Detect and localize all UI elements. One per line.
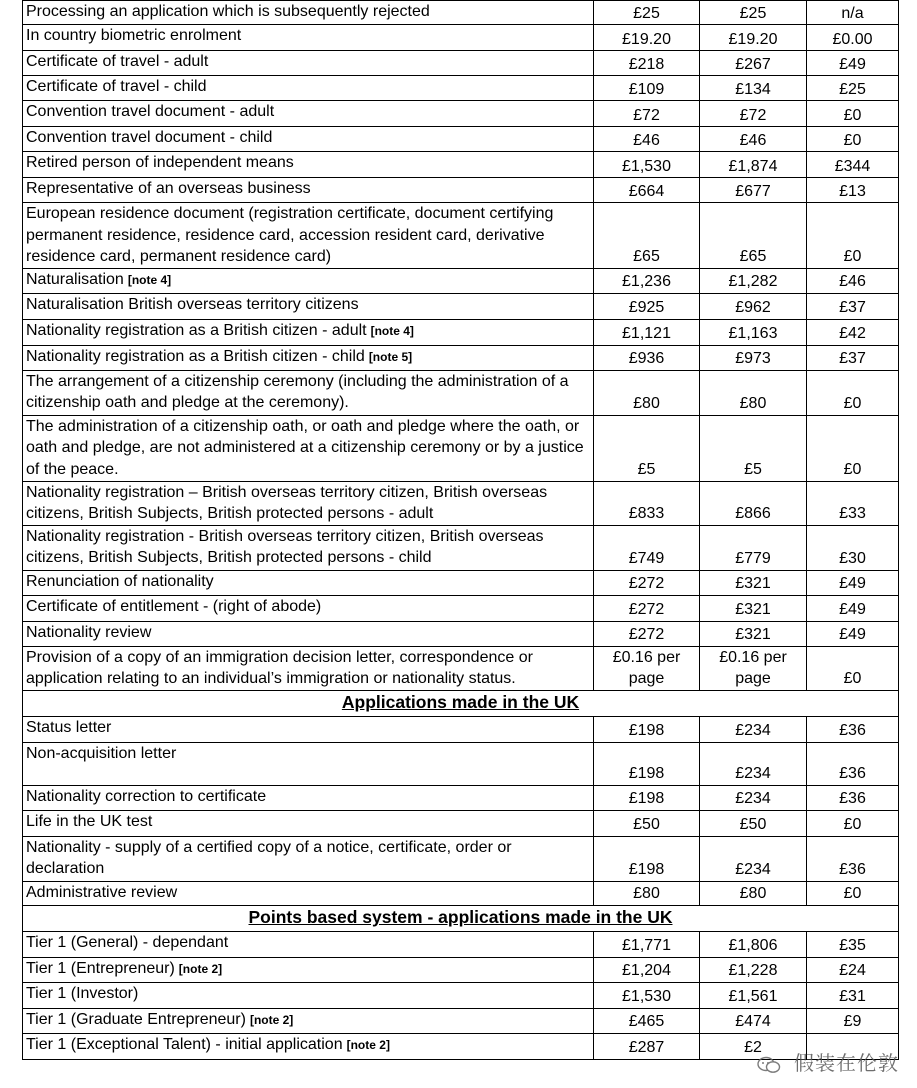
fee-note: [note 4]	[127, 272, 172, 287]
fee-c1: £72	[594, 101, 700, 127]
fee-description	[23, 957, 594, 982]
fee-description	[23, 525, 594, 570]
table-row	[23, 319, 899, 345]
fee-c1: £65	[594, 203, 700, 269]
fee-c3: £49	[807, 595, 899, 621]
table-row	[23, 268, 899, 293]
fee-description	[23, 982, 594, 1008]
table-row	[23, 570, 899, 595]
section-row	[23, 690, 899, 716]
watermark-text: 假装在伦敦	[794, 1053, 899, 1075]
fee-note: [note 5]	[368, 349, 413, 364]
fee-c3: £0	[807, 810, 899, 836]
fee-note: [note 2]	[178, 961, 223, 976]
fee-c1: £1,121	[594, 319, 700, 345]
fee-description-text: Nationality registration – British overseas territory citizen, British overseas citizens, British Subjects, British protected persons - adult	[26, 483, 548, 522]
fee-description	[23, 152, 594, 178]
fee-description-text: Nationality - supply of a certified copy of a notice, certificate, order or declaration	[26, 838, 512, 877]
fee-description	[23, 570, 594, 595]
fee-c1: £25	[594, 1, 700, 25]
fee-c2: £474	[700, 1008, 807, 1033]
fee-description	[23, 268, 594, 293]
table-row	[23, 152, 899, 178]
fee-description-text: The administration of a citizenship oath, or oath and pledge where the oath, or oath and pledge, are not administered at a citizenship ceremony or by a justice of the peace.	[26, 417, 584, 478]
fee-description	[23, 810, 594, 836]
fee-c2: £234	[700, 716, 807, 742]
fee-c2: £5	[700, 415, 807, 481]
table-row	[23, 203, 899, 269]
fee-description	[23, 293, 594, 319]
table-row	[23, 76, 899, 101]
table-row	[23, 595, 899, 621]
table-row	[23, 101, 899, 127]
fee-description	[23, 836, 594, 881]
fee-c3: £37	[807, 293, 899, 319]
fee-c1: £198	[594, 742, 700, 785]
fee-description	[23, 595, 594, 621]
table-row	[23, 982, 899, 1008]
fee-c2: £19.20	[700, 25, 807, 51]
fee-c3: £0	[807, 646, 899, 690]
fee-description	[23, 481, 594, 525]
fee-c3: £46	[807, 268, 899, 293]
fee-c1: £272	[594, 621, 700, 646]
fee-description-text: Provision of a copy of an immigration decision letter, correspondence or application relating to an individual’s immigration or nationality status.	[26, 648, 533, 687]
fee-description-text: Processing an application which is subsequently rejected	[26, 3, 430, 20]
table-row	[23, 1, 899, 25]
fee-description-text: Convention travel document - child	[26, 129, 273, 146]
fee-c3: £344	[807, 152, 899, 178]
fee-description-text: Certificate of entitlement - (right of abode)	[26, 597, 322, 615]
fee-description	[23, 370, 594, 415]
fee-c2: £65	[700, 203, 807, 269]
fee-description-text: Non-acquisition letter	[26, 744, 177, 762]
fee-c3: £0	[807, 415, 899, 481]
fee-c3: £36	[807, 785, 899, 810]
fee-description-text: Tier 1 (Graduate Entrepreneur)	[26, 1010, 246, 1028]
fee-c1: £50	[594, 810, 700, 836]
fee-c1: £1,204	[594, 957, 700, 982]
fee-c2: £72	[700, 101, 807, 127]
fee-c1: £272	[594, 595, 700, 621]
fee-c3: £31	[807, 982, 899, 1008]
table-row	[23, 931, 899, 957]
fee-description-text: Nationality correction to certificate	[26, 787, 267, 805]
fee-note: [note 4]	[370, 323, 414, 338]
fee-c3: £0	[807, 881, 899, 905]
fee-c2: £80	[700, 881, 807, 905]
fee-description	[23, 881, 594, 905]
fee-c3: £36	[807, 836, 899, 881]
fee-c3: £49	[807, 51, 899, 76]
fee-description-text: Renunciation of nationality	[26, 572, 214, 590]
fee-description	[23, 716, 594, 742]
fee-c1: £80	[594, 370, 700, 415]
fee-c2: £234	[700, 836, 807, 881]
fee-description	[23, 178, 594, 203]
table-row	[23, 810, 899, 836]
fee-c1: £109	[594, 76, 700, 101]
fee-c1: £198	[594, 785, 700, 810]
fee-c2: £234	[700, 742, 807, 785]
table-row	[23, 716, 899, 742]
table-row	[23, 836, 899, 881]
fee-c2: £80	[700, 370, 807, 415]
section-title: Points based system - applications made in the UK	[23, 905, 899, 931]
fee-description	[23, 742, 594, 785]
fee-c2: £321	[700, 570, 807, 595]
fee-c1: £19.20	[594, 25, 700, 51]
fee-c1: £0.16 per page	[594, 646, 700, 690]
fee-c3: £36	[807, 716, 899, 742]
fee-description	[23, 621, 594, 646]
fee-c2: £50	[700, 810, 807, 836]
fee-c2: £234	[700, 785, 807, 810]
fee-c3: £30	[807, 525, 899, 570]
fee-c3: £37	[807, 345, 899, 370]
fee-c3: £24	[807, 957, 899, 982]
fee-c2: £962	[700, 293, 807, 319]
table-row	[23, 525, 899, 570]
table-row	[23, 415, 899, 481]
fee-c3: £0.00	[807, 25, 899, 51]
fee-c3: £0	[807, 101, 899, 127]
fee-c1: £272	[594, 570, 700, 595]
fee-description	[23, 415, 594, 481]
fee-description	[23, 127, 594, 152]
fee-description-text: Nationality registration as a British citizen - child	[26, 347, 365, 365]
table-row	[23, 785, 899, 810]
fee-description-text: Tier 1 (Investor)	[26, 984, 139, 1002]
table-row	[23, 127, 899, 152]
fee-c1: £46	[594, 127, 700, 152]
watermark	[757, 1047, 899, 1076]
fee-c2: £134	[700, 76, 807, 101]
fee-c3: £0	[807, 203, 899, 269]
fee-description-text: Tier 1 (Exceptional Talent) - initial application	[26, 1035, 343, 1053]
fee-c1: £936	[594, 345, 700, 370]
fee-c2: £1,282	[700, 268, 807, 293]
fee-c1: £664	[594, 178, 700, 203]
fee-c2: £1,806	[700, 931, 807, 957]
fee-c1: £218	[594, 51, 700, 76]
fee-c1: £198	[594, 716, 700, 742]
fee-c3: £42	[807, 319, 899, 345]
table-row	[23, 25, 899, 51]
fee-description	[23, 931, 594, 957]
fee-c2: £25	[700, 1, 807, 25]
fee-c2: £1,228	[700, 957, 807, 982]
fee-description-text: Administrative review	[26, 883, 178, 901]
fee-c2: £0.16 per page	[700, 646, 807, 690]
fee-c2: £321	[700, 621, 807, 646]
wechat-icon	[757, 1056, 781, 1074]
fee-description	[23, 785, 594, 810]
section-row	[23, 905, 899, 931]
fee-note: [note 2]	[346, 1037, 390, 1052]
fee-c1: £1,530	[594, 152, 700, 178]
fee-c1: £287	[594, 1033, 700, 1059]
fee-c3: n/a	[807, 1, 899, 25]
fees-table-body	[23, 1, 899, 1060]
fee-description-text: The arrangement of a citizenship ceremony (including the administration of a citizenship oath and pledge at the ceremony).	[26, 372, 569, 411]
fee-c2: £1,163	[700, 319, 807, 345]
fee-c2: £779	[700, 525, 807, 570]
fee-description-text: Naturalisation British overseas territory citizens	[26, 295, 359, 313]
fee-description	[23, 1008, 594, 1033]
fee-description	[23, 319, 594, 345]
fee-c1: £1,530	[594, 982, 700, 1008]
fee-c2: £321	[700, 595, 807, 621]
fee-description-text: Certificate of travel - adult	[26, 53, 209, 70]
fee-note: [note 2]	[249, 1012, 294, 1027]
fee-c1: £1,771	[594, 931, 700, 957]
fee-c3: £35	[807, 931, 899, 957]
fee-description-text: Life in the UK test	[26, 812, 153, 830]
fee-c3: £49	[807, 621, 899, 646]
fee-c1: £198	[594, 836, 700, 881]
fee-c2: £1,561	[700, 982, 807, 1008]
fee-c3: £0	[807, 127, 899, 152]
fee-c1: £833	[594, 481, 700, 525]
table-row	[23, 178, 899, 203]
fee-c1: £5	[594, 415, 700, 481]
fee-c3: £0	[807, 370, 899, 415]
fee-c3: £49	[807, 570, 899, 595]
fee-description	[23, 76, 594, 101]
fee-description-text: Tier 1 (Entrepreneur)	[26, 959, 175, 977]
fee-c2: £677	[700, 178, 807, 203]
fee-description-text: Nationality registration - British overseas territory citizen, British overseas citizens, British Subjects, British protected persons - child	[26, 527, 544, 566]
table-row	[23, 370, 899, 415]
table-row	[23, 293, 899, 319]
fee-description-text: Certificate of travel - child	[26, 78, 207, 95]
fee-c3: £25	[807, 76, 899, 101]
fee-c2: £1,874	[700, 152, 807, 178]
fee-c1: £1,236	[594, 268, 700, 293]
fee-c1: £925	[594, 293, 700, 319]
fee-description-text: European residence document (registration certificate, document certifying permanent residence, residence card, accession resident card, derivative residence card, permanent residence card)	[26, 205, 554, 265]
fee-c1: £80	[594, 881, 700, 905]
fee-description	[23, 101, 594, 127]
table-row	[23, 51, 899, 76]
fee-description-text: Representative of an overseas business	[26, 180, 311, 197]
fee-description-text: Status letter	[26, 718, 112, 736]
fee-description	[23, 25, 594, 51]
table-row	[23, 481, 899, 525]
fee-c2: £973	[700, 345, 807, 370]
fee-description-text: Nationality review	[26, 623, 152, 641]
table-row	[23, 742, 899, 785]
fee-c2: £2	[700, 1033, 807, 1059]
fee-c1: £465	[594, 1008, 700, 1033]
table-row	[23, 646, 899, 690]
fees-table	[22, 0, 899, 1060]
fee-description-text: Nationality registration as a British citizen - adult	[26, 321, 367, 339]
fee-c3: £36	[807, 742, 899, 785]
fee-description-text: Convention travel document - adult	[26, 103, 275, 120]
fee-c3: £9	[807, 1008, 899, 1033]
fee-description	[23, 1033, 594, 1059]
section-title: Applications made in the UK	[23, 690, 899, 716]
fee-description-text: In country biometric enrolment	[26, 27, 242, 44]
fee-description	[23, 203, 594, 269]
table-row	[23, 621, 899, 646]
fee-description	[23, 51, 594, 76]
table-row	[23, 881, 899, 905]
fee-description	[23, 1, 594, 25]
table-row	[23, 345, 899, 370]
fee-description	[23, 345, 594, 370]
fee-c3: £13	[807, 178, 899, 203]
table-row	[23, 957, 899, 982]
fee-c2: £46	[700, 127, 807, 152]
table-row	[23, 1008, 899, 1033]
fee-description	[23, 646, 594, 690]
fee-description-text: Retired person of independent means	[26, 154, 294, 171]
fee-c2: £866	[700, 481, 807, 525]
fee-description-text: Tier 1 (General) - dependant	[26, 933, 229, 951]
fee-c2: £267	[700, 51, 807, 76]
fee-c3: £33	[807, 481, 899, 525]
fee-c1: £749	[594, 525, 700, 570]
fee-description-text: Naturalisation	[26, 270, 124, 288]
